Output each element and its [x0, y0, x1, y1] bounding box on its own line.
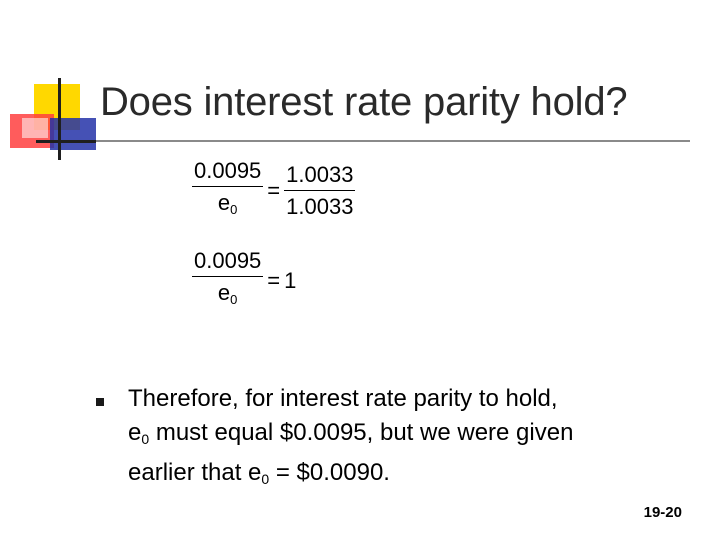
equation-ratio [192, 158, 355, 224]
denominator-base: e [217, 280, 231, 305]
title-rule [96, 140, 690, 142]
bullet-line-2-rest: must equal $0.0095, but we were given [149, 419, 574, 446]
white-highlight-decoration [22, 118, 48, 138]
blue-square-decoration [50, 118, 96, 150]
denominator [218, 187, 237, 224]
denominator-base: e [217, 190, 231, 215]
numerator: 1.0033 [284, 162, 355, 191]
equals-sign: = [267, 178, 281, 203]
equation-simplified [192, 248, 296, 314]
slide-title: Does interest rate parity hold? [100, 80, 628, 124]
denominator-subscript: 0 [230, 292, 238, 307]
fraction-right [284, 162, 355, 221]
bullet-line-1: Therefore, for interest rate parity to hold, [128, 385, 558, 412]
e0-subscript: 0 [141, 431, 150, 447]
vertical-rule [58, 78, 61, 160]
fraction-left [192, 248, 263, 314]
equals-sign: = [267, 268, 281, 293]
numerator: 0.0095 [192, 248, 263, 277]
title-rule-dark [36, 140, 96, 143]
denominator [218, 277, 237, 314]
e0-subscript: 0 [261, 471, 270, 487]
bullet-line-3-end: = $0.0090. [269, 459, 390, 486]
bullet-square-icon [96, 398, 104, 406]
denominator-subscript: 0 [230, 202, 238, 217]
equation-result: 1 [284, 268, 297, 293]
bullet-point-text [128, 382, 688, 496]
fraction-left [192, 158, 263, 224]
denominator: 1.0033 [286, 193, 354, 219]
bullet-line-3-start: earlier that e [128, 459, 262, 486]
numerator: 0.0095 [192, 158, 263, 187]
e0-base: e [128, 419, 142, 446]
page-number: 19-20 [643, 504, 682, 521]
